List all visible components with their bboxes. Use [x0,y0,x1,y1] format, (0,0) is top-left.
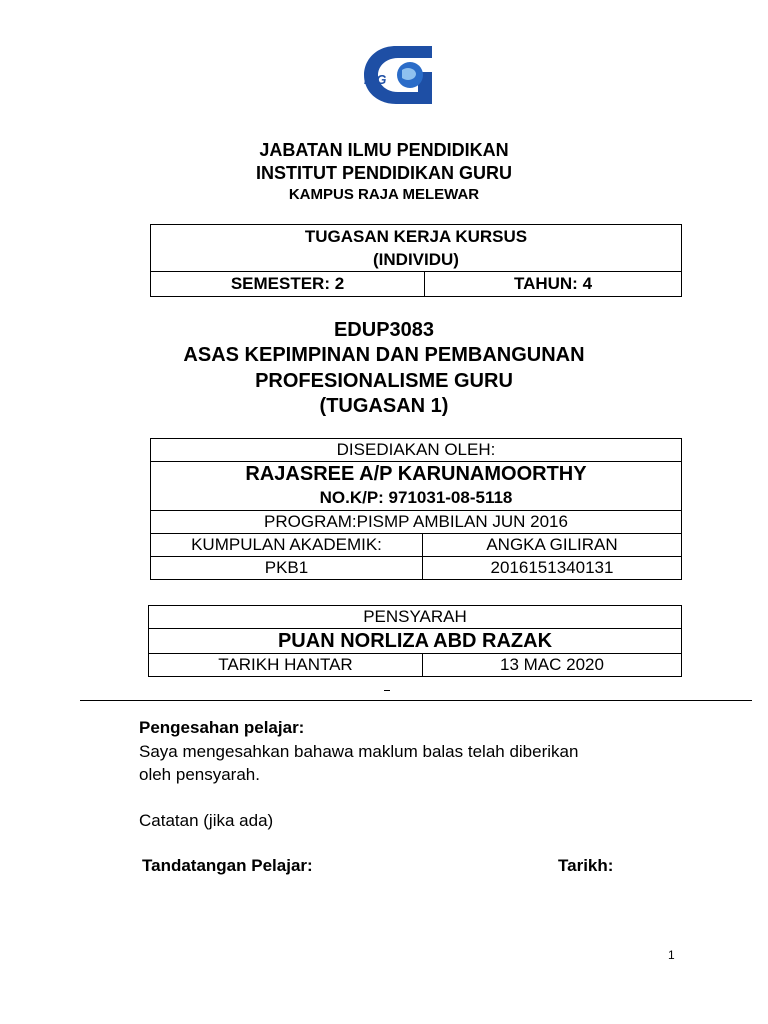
header-line-1: JABATAN ILMU PENDIDIKAN [259,140,509,160]
assignment-subtitle: (INDIVIDU) [373,250,459,269]
program-label: PROGRAM:PISMP AMBILAN JUN 2016 [151,511,682,534]
submit-date-label: TARIKH HANTAR [149,654,423,677]
student-box [150,438,682,580]
assignment-box [150,224,682,297]
student-ic: NO.K/P: 971031-08-5118 [319,488,513,507]
course-name-line-1: ASAS KEPIMPINAN DAN PEMBANGUNAN [183,344,585,366]
year-cell: TAHUN: 4 [425,272,682,297]
student-identity-cell [151,462,682,511]
lecturer-box [148,605,682,677]
header-line-3: KAMPUS RAJA MELEWAR [288,186,480,203]
signature-date-label: Tarikh: [558,856,614,875]
submit-date-value: 13 MAC 2020 [423,654,682,677]
task-label: (TUGASAN 1) [319,395,449,417]
semester-cell: SEMESTER: 2 [151,272,425,297]
assignment-title: TUGASAN KERJA KURSUS [304,227,528,246]
confirmation-heading: Pengesahan pelajar: [139,718,305,737]
confirmation-line-2: oleh pensyarah. [139,765,260,784]
notes-label: Catatan (jika ada) [139,811,274,830]
divider-dash [384,690,390,691]
header-line-2: INSTITUT PENDIDIKAN GURU [256,163,512,183]
index-label: ANGKA GILIRAN [423,534,682,557]
course-code: EDUP3083 [333,319,435,341]
lecturer-label: PENSYARAH [149,606,682,629]
prepared-by-label: DISEDIAKAN OLEH: [151,439,682,462]
confirmation-line-1: Saya mengesahkan bahawa maklum balas telah diberikan [139,742,579,761]
lecturer-name: PUAN NORLIZA ABD RAZAK [149,629,682,654]
group-value: PKB1 [151,557,423,580]
course-name-line-2: PROFESIONALISME GURU [255,370,513,392]
signature-label: Tandatangan Pelajar: [142,856,313,875]
group-label: KUMPULAN AKADEMIK: [151,534,423,557]
svg-text:IPG: IPG [364,72,387,87]
student-name: RAJASREE A/P KARUNAMOORTHY [245,463,587,485]
horizontal-rule [80,700,752,701]
page-number: 1 [668,948,675,962]
ipg-logo-icon [358,42,438,108]
assignment-title-cell [151,225,682,272]
index-value: 2016151340131 [423,557,682,580]
